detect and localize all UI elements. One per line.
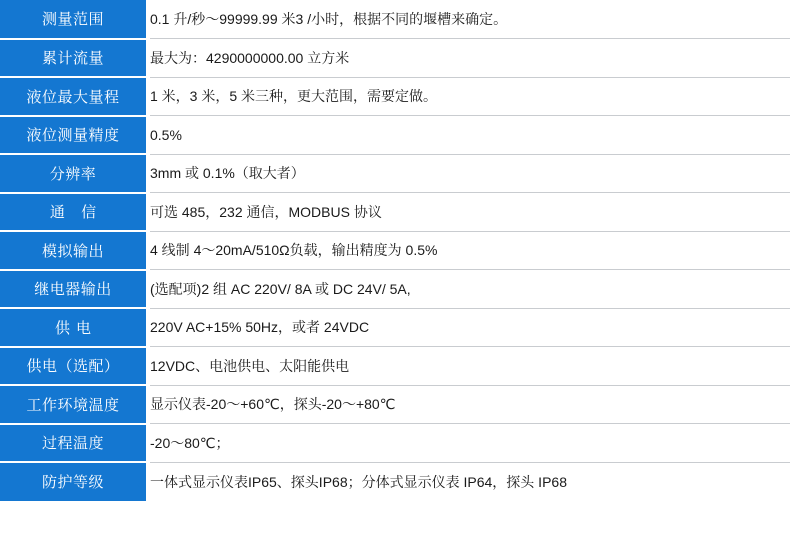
table-row xyxy=(0,347,790,386)
spec-value-process-temperature: -20～80℃； xyxy=(148,424,790,463)
spec-label-totalized-flow: 累计流量 xyxy=(0,39,148,78)
table-row xyxy=(0,0,790,39)
spec-value-level-accuracy: 0.5% xyxy=(148,116,790,155)
spec-value-max-level-range: 1 米，3 米，5 米三种，更大范围，需要定做。 xyxy=(148,77,790,116)
table-row xyxy=(0,462,790,501)
spec-value-totalized-flow: 最大为：4290000000.00 立方米 xyxy=(148,39,790,78)
table-row xyxy=(0,231,790,270)
spec-value-power-supply-optional: 12VDC、电池供电、太阳能供电 xyxy=(148,347,790,386)
spec-label-relay-output: 继电器输出 xyxy=(0,270,148,309)
spec-label-resolution: 分辨率 xyxy=(0,154,148,193)
spec-value-operating-temperature: 显示仪表-20～+60℃，探头-20～+80℃ xyxy=(148,385,790,424)
spec-value-analog-output: 4 线制 4～20mA/510Ω负载，输出精度为 0.5% xyxy=(148,231,790,270)
spec-label-level-accuracy: 液位测量精度 xyxy=(0,116,148,155)
spec-value-relay-output: (选配项)2 组 AC 220V/ 8A 或 DC 24V/ 5A, xyxy=(148,270,790,309)
table-row xyxy=(0,385,790,424)
table-row xyxy=(0,116,790,155)
spec-label-max-level-range: 液位最大量程 xyxy=(0,77,148,116)
spec-value-measuring-range: 0.1 升/秒～99999.99 米3 /小时，根据不同的堰槽来确定。 xyxy=(148,0,790,39)
spec-label-analog-output: 模拟输出 xyxy=(0,231,148,270)
table-row xyxy=(0,154,790,193)
table-row xyxy=(0,424,790,463)
table-row xyxy=(0,77,790,116)
spec-value-protection-class: 一体式显示仪表IP65、探头IP68；分体式显示仪表 IP64，探头 IP68 xyxy=(148,462,790,501)
spec-label-operating-temperature: 工作环境温度 xyxy=(0,385,148,424)
spec-value-resolution: 3mm 或 0.1%（取大者） xyxy=(148,154,790,193)
spec-label-process-temperature: 过程温度 xyxy=(0,424,148,463)
spec-label-power-supply-optional: 供电（选配） xyxy=(0,347,148,386)
spec-value-power-supply: 220V AC+15% 50Hz，或者 24VDC xyxy=(148,308,790,347)
spec-label-communication: 通 信 xyxy=(0,193,148,232)
spec-label-measuring-range: 测量范围 xyxy=(0,0,148,39)
spec-value-communication: 可选 485，232 通信，MODBUS 协议 xyxy=(148,193,790,232)
table-row xyxy=(0,270,790,309)
table-row xyxy=(0,39,790,78)
spec-label-protection-class: 防护等级 xyxy=(0,462,148,501)
table-row xyxy=(0,308,790,347)
spec-label-power-supply: 供电 xyxy=(0,308,148,347)
table-row xyxy=(0,193,790,232)
